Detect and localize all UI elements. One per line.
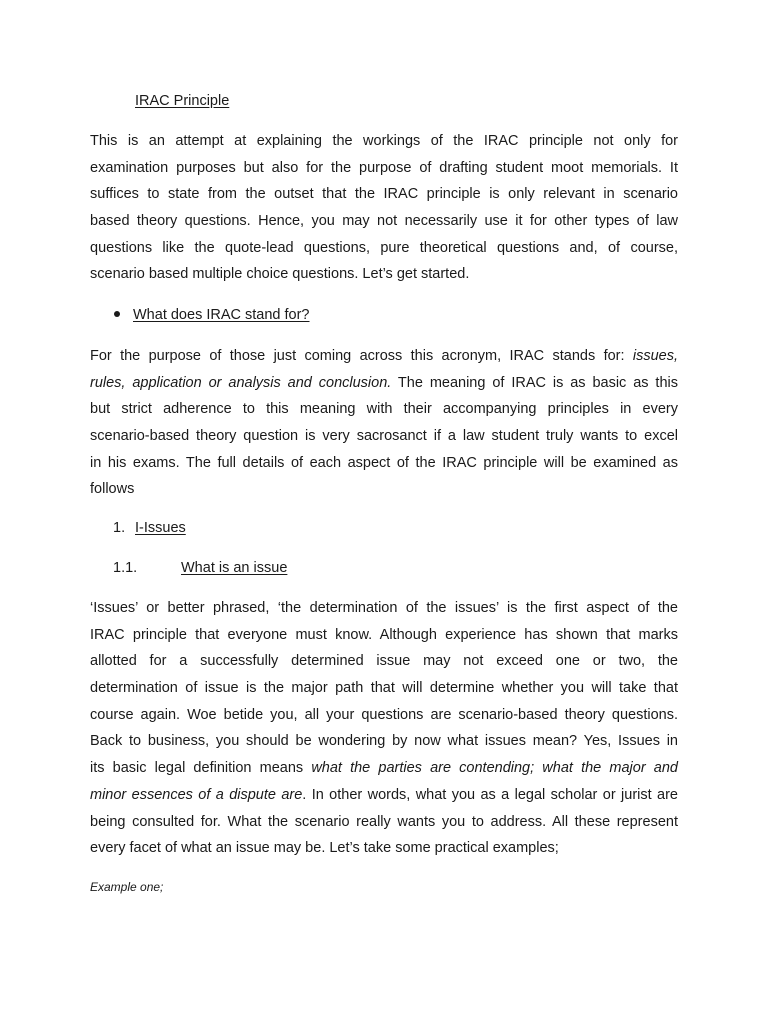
bullet-item [114,307,310,323]
meaning-italic: issues, [632,348,678,364]
issues-line: IRAC principle that everyone must know. Although experience has shown that marks [90,626,678,643]
issues-line [90,755,678,782]
document-title: IRAC Principle [135,93,230,109]
meaning-text: For the purpose of those just coming across this acronym, IRAC stands for: [90,348,633,364]
issues-line: every facet of what an issue may be. Let’s take some practical examples; [90,840,559,857]
intro-paragraph [90,128,678,288]
meaning-line: follows [90,481,135,498]
meaning-paragraph [90,343,678,503]
issues-line: determination of issue is the major path that will determine whether you will take that [90,680,678,697]
intro-line: scenario based multiple choice questions. Let’s get started. [90,266,470,283]
issues-paragraph [90,595,678,862]
issues-line: being consulted for. What the scenario really wants you to address. All these represent [90,813,678,830]
intro-line: examination purposes but also for the purpose of drafting student moot memorials. It [90,159,678,176]
issues-text: its basic legal definition means [90,760,312,777]
issues-line: ‘Issues’ or better phrased, ‘the determination of the issues’ is the first aspect of the [90,600,678,616]
meaning-text: The meaning of IRAC is as basic as this [391,374,678,391]
section-heading-1 [113,520,186,536]
meaning-line: but strict adherence to this meaning with their accompanying principles in every [90,401,678,418]
issues-text: . In other words, what you as a legal scholar or jurist are [302,786,678,803]
issues-line: allotted for a successfully determined issue may not exceed one or two, the [90,653,678,670]
meaning-line: scenario-based theory question is very sacrosanct if a law student truly wants to excel [90,428,678,445]
meaning-line [90,370,678,397]
issues-line: course again. Woe betide you, all your questions are scenario-based theory questions. [90,706,678,723]
section-heading-1-1 [113,560,287,576]
example-heading: Example one; [90,880,164,894]
intro-line: suffices to state from the outset that the IRAC principle is only relevant in scenario [90,186,678,203]
issues-line: Back to business, you should be wondering by now what issues mean? Yes, Issues in [90,733,678,750]
bullet-label: What does IRAC stand for? [133,307,310,323]
section-label: What is an issue [181,560,288,576]
issues-italic: minor essences of a dispute are [90,786,303,803]
issues-line [90,782,678,809]
issues-italic: what the parties are contending; what the major and [311,760,678,777]
meaning-line [90,343,678,370]
section-label: I-Issues [135,520,186,536]
meaning-italic: rules, application or analysis and conclusion. [90,374,392,391]
meaning-line: in his exams. The full details of each aspect of the IRAC principle will be examined as [90,454,678,471]
intro-line: based theory questions. Hence, you may not necessarily use it for other types of law [90,213,678,230]
bullet-dot-icon [114,311,120,317]
section-number: 1.1. [113,560,138,576]
intro-line: questions like the quote-lead questions, pure theoretical questions and, of course, [90,239,678,256]
intro-line: This is an attempt at explaining the workings of the IRAC principle not only for [90,133,678,149]
section-number: 1. [113,520,126,536]
